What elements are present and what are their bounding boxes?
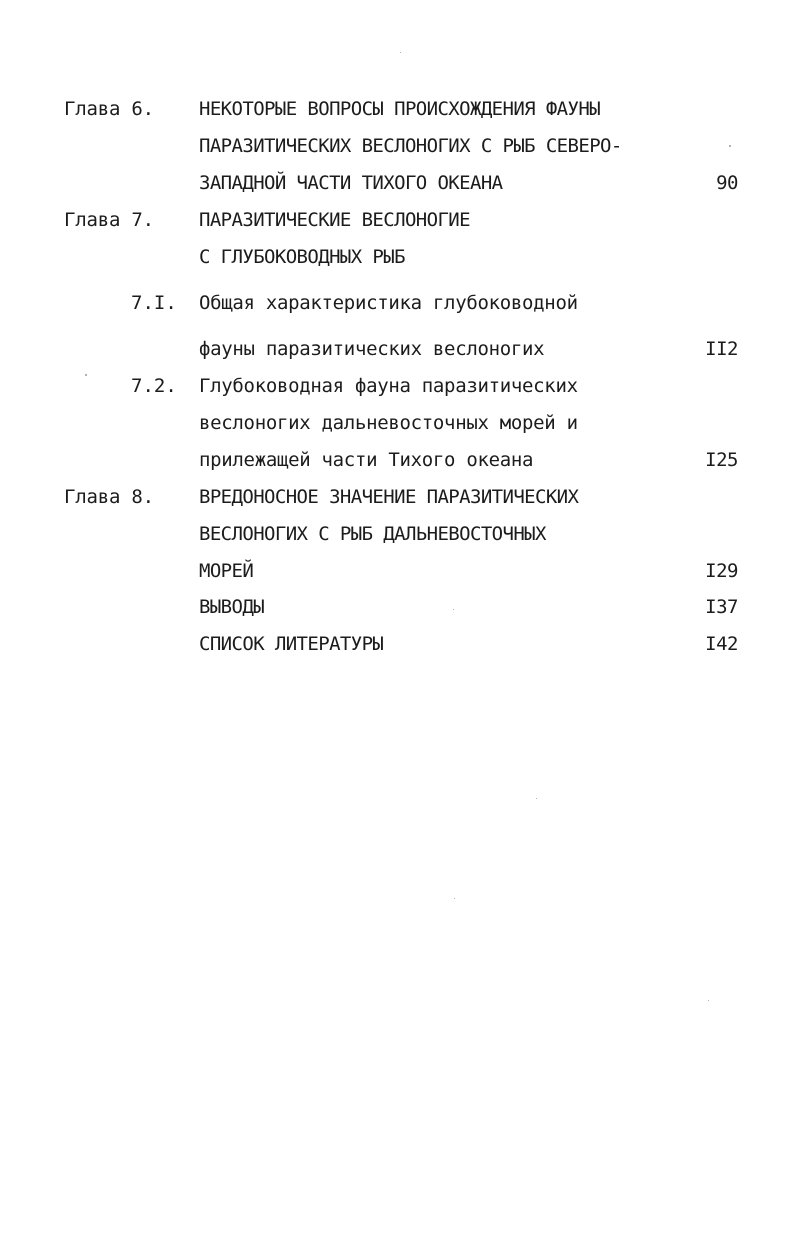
chapter-7-title-line-1: ПАРАЗИТИЧЕСКИЕ ВЕСЛОНОГИЕ [199, 209, 470, 231]
chapter-8-title-line-2: ВЕСЛОНОГИХ С РЫБ ДАЛЬНЕВОСТОЧНЫХ [199, 523, 546, 545]
scan-speck [708, 1000, 709, 1001]
chapter-6-label: Глава 6. [64, 98, 154, 120]
chapter-6-title-line-3: ЗАПАДНОЙ ЧАСТИ ТИХОГО ОКЕАНА [199, 172, 503, 194]
section-7-1-title-line-1: Общая характеристика глубоководной [199, 292, 578, 314]
section-7-2-title-line-1: Глубоководная фауна паразитических [199, 375, 578, 397]
references-title: СПИСОК ЛИТЕРАТУРЫ [199, 633, 384, 655]
chapter-8-line-1 [0, 482, 799, 512]
chapter-6-title-line-2: ПАРАЗИТИЧЕСКИХ ВЕСЛОНОГИХ С РЫБ СЕВЕРО- [199, 135, 622, 157]
references-page-number: I42 [705, 633, 738, 655]
conclusions-line [0, 592, 799, 622]
section-7-1-line-2 [0, 334, 799, 364]
section-7-2-number: 7.2. [131, 375, 177, 397]
chapter-6-line-3 [0, 168, 799, 198]
chapter-8-line-2 [0, 519, 799, 549]
section-7-2-line-2 [0, 408, 799, 438]
references-line [0, 629, 799, 659]
scan-speck [536, 798, 537, 799]
chapter-7-label: Глава 7. [64, 209, 154, 231]
section-7-2-line-1 [0, 371, 799, 401]
section-7-1-number: 7.I. [131, 292, 177, 314]
chapter-6-title-line-1: НЕКОТОРЫЕ ВОПРОСЫ ПРОИСХОЖДЕНИЯ ФАУНЫ [199, 98, 601, 120]
chapter-6-page-number: 90 [716, 172, 738, 194]
section-7-2-title-line-2: веслоногих дальневосточных морей и [199, 412, 578, 434]
chapter-8-label: Глава 8. [64, 486, 154, 508]
scan-speck [400, 52, 401, 53]
scan-speck [454, 898, 455, 899]
conclusions-title: ВЫВОДЫ [199, 596, 265, 618]
chapter-8-page-number: I29 [705, 560, 738, 582]
chapter-6-line-2 [0, 131, 799, 161]
chapter-8-title-line-3: МОРЕЙ [199, 560, 254, 582]
chapter-8-line-3 [0, 556, 799, 586]
conclusions-page-number: I37 [705, 596, 738, 618]
chapter-7-line-2 [0, 242, 799, 272]
section-7-1-page-number: II2 [705, 338, 738, 360]
scan-speck [85, 374, 87, 376]
chapter-7-title-line-2: С ГЛУБОКОВОДНЫХ РЫБ [199, 246, 405, 268]
chapter-6-line-1 [0, 94, 799, 124]
section-7-2-line-3 [0, 445, 799, 475]
section-7-2-title-line-3: прилежащей части Тихого океана [199, 449, 534, 471]
chapter-8-title-line-1: ВРЕДОНОСНОЕ ЗНАЧЕНИЕ ПАРАЗИТИЧЕСКИХ [199, 486, 579, 508]
chapter-7-line-1 [0, 205, 799, 235]
section-7-1-title-line-2: фауны паразитических веслоногих [199, 338, 545, 360]
scan-speck [729, 145, 731, 147]
section-7-2-page-number: I25 [705, 449, 738, 471]
section-7-1-line-1 [0, 288, 799, 318]
scan-speck [453, 609, 454, 610]
